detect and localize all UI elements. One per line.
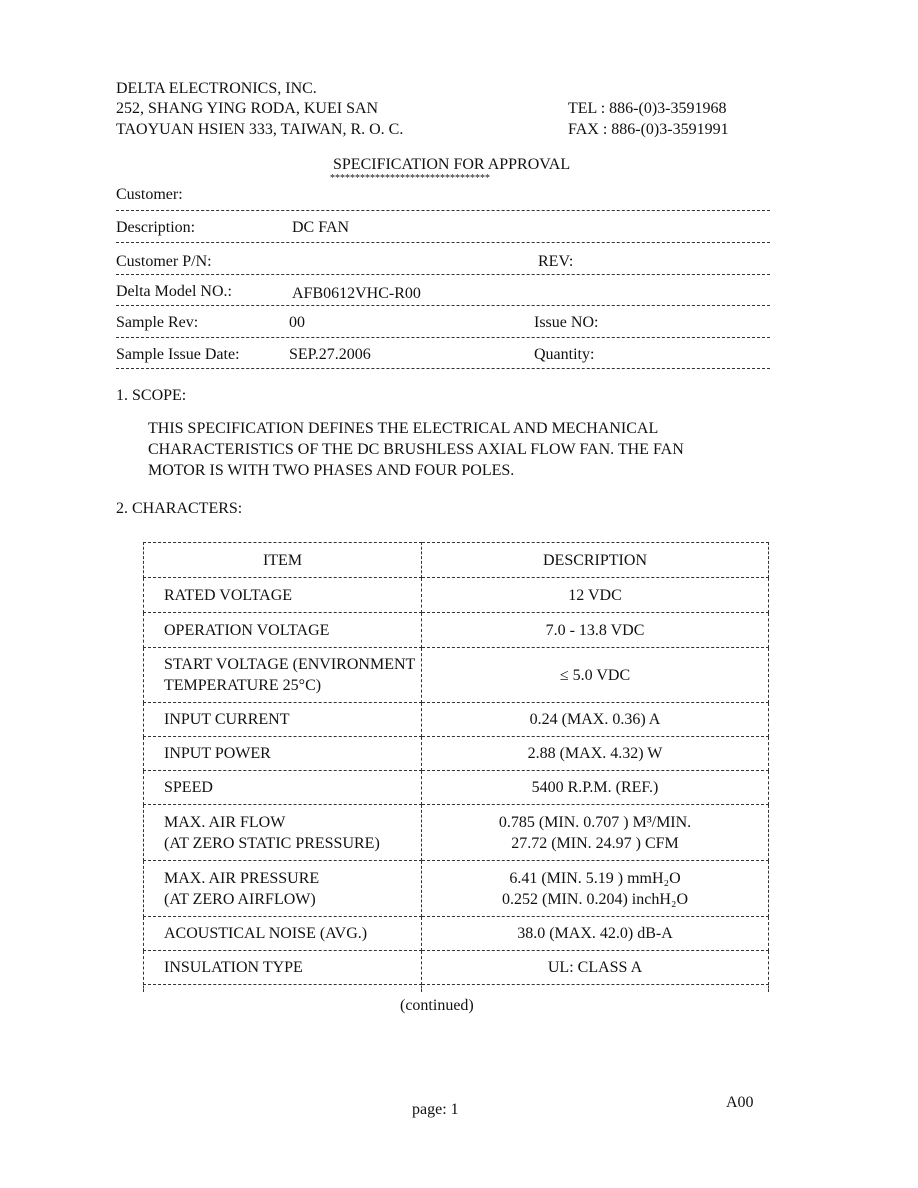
table-row xyxy=(144,737,769,771)
description-text: 0.252 (MIN. 0.204) inchH₂O xyxy=(502,890,688,908)
table-tick xyxy=(421,982,422,992)
description-cell xyxy=(422,951,769,985)
item-cell xyxy=(144,648,422,703)
sample-rev-value: 00 xyxy=(289,314,305,331)
table-row xyxy=(144,805,769,861)
description-text: 2.88 (MAX. 4.32) W xyxy=(527,745,663,762)
item-cell xyxy=(144,771,422,805)
customer-pn-label: Customer P/N: xyxy=(116,253,212,270)
item-text: (AT ZERO AIRFLOW) xyxy=(164,890,316,908)
item-cell xyxy=(144,861,422,917)
description-text: 12 VDC xyxy=(568,586,622,604)
characters-heading: 2. CHARACTERS: xyxy=(116,500,243,517)
description-text: 5400 R.P.M. (REF.) xyxy=(531,779,659,796)
item-cell xyxy=(144,805,422,861)
sample-date-label: Sample Issue Date: xyxy=(116,346,240,363)
page-number: page: 1 xyxy=(412,1101,459,1118)
description-cell xyxy=(422,613,769,648)
quantity-label: Quantity: xyxy=(534,346,595,363)
description-text: ≤ 5.0 VDC xyxy=(559,666,631,684)
item-text: RATED VOLTAGE xyxy=(164,586,293,604)
description-cell xyxy=(422,703,769,737)
item-cell xyxy=(144,703,422,737)
table-row xyxy=(144,771,769,805)
company-name: DELTA ELECTRONICS, INC. xyxy=(116,80,317,97)
item-text: START VOLTAGE (ENVIRONMENT xyxy=(164,656,416,673)
table-row xyxy=(144,917,769,951)
table-row xyxy=(144,703,769,737)
table-row xyxy=(144,613,769,648)
company-address-line1: 252, SHANG YING RODA, KUEI SAN xyxy=(116,100,379,117)
description-cell xyxy=(422,648,769,703)
scope-heading: 1. SCOPE: xyxy=(116,387,187,404)
model-label: Delta Model NO.: xyxy=(116,283,232,300)
field-divider xyxy=(116,337,770,338)
field-divider xyxy=(116,305,770,306)
field-divider xyxy=(116,274,770,275)
table-row xyxy=(144,648,769,703)
item-cell xyxy=(144,613,422,648)
item-cell xyxy=(144,737,422,771)
customer-label: Customer: xyxy=(116,186,183,203)
description-cell xyxy=(422,861,769,917)
item-text: MAX. AIR PRESSURE xyxy=(164,869,320,887)
scope-line: THIS SPECIFICATION DEFINES THE ELECTRICAL AND MECHANICAL xyxy=(148,420,659,437)
scope-line: MOTOR IS WITH TWO PHASES AND FOUR POLES. xyxy=(148,462,515,479)
item-cell xyxy=(144,951,422,985)
document-title: SPECIFICATION FOR APPROVAL xyxy=(333,156,571,173)
issue-no-label: Issue NO: xyxy=(534,314,599,331)
characters-table xyxy=(143,542,769,985)
item-text: INPUT CURRENT xyxy=(164,711,290,728)
table-header-row xyxy=(144,543,769,578)
description-cell xyxy=(422,737,769,771)
item-text: SPEED xyxy=(164,779,213,796)
item-text: OPERATION VOLTAGE xyxy=(164,621,330,639)
description-cell xyxy=(422,771,769,805)
company-address-line2: TAOYUAN HSIEN 333, TAIWAN, R. O. C. xyxy=(116,121,404,138)
item-text: ACOUSTICAL NOISE (AVG.) xyxy=(164,925,368,942)
rev-label: REV: xyxy=(538,253,574,270)
field-divider xyxy=(116,210,770,211)
column-header-description: DESCRIPTION xyxy=(422,543,769,578)
title-underline-stars: ******************************** xyxy=(330,174,490,184)
table-row xyxy=(144,578,769,613)
column-header-item: ITEM xyxy=(144,543,422,578)
table-row xyxy=(144,861,769,917)
description-cell xyxy=(422,917,769,951)
company-tel: TEL : 886-(0)3-3591968 xyxy=(568,100,727,117)
model-value: AFB0612VHC-R00 xyxy=(292,285,421,302)
description-text: 7.0 - 13.8 VDC xyxy=(545,621,645,639)
revision-code: A00 xyxy=(726,1094,754,1111)
table-tick xyxy=(768,982,769,992)
item-text: TEMPERATURE 25°C) xyxy=(164,677,322,694)
table-row xyxy=(144,951,769,985)
sample-rev-label: Sample Rev: xyxy=(116,314,199,331)
description-text: 38.0 (MAX. 42.0) dB-A xyxy=(517,925,673,942)
sample-date-value: SEP.27.2006 xyxy=(289,346,371,363)
company-fax: FAX : 886-(0)3-3591991 xyxy=(568,121,729,138)
description-text: 0.24 (MAX. 0.36) A xyxy=(529,711,661,728)
description-text: 27.72 (MIN. 24.97 ) CFM xyxy=(511,834,679,852)
description-text: 6.41 (MIN. 5.19 ) mmH₂O xyxy=(509,869,681,887)
description-text: 0.785 (MIN. 0.707 ) M³/MIN. xyxy=(498,813,692,831)
item-text: (AT ZERO STATIC PRESSURE) xyxy=(164,834,380,852)
item-text: INSULATION TYPE xyxy=(164,959,303,976)
field-divider xyxy=(116,368,770,369)
scope-line: CHARACTERISTICS OF THE DC BRUSHLESS AXIAL FLOW FAN. THE FAN xyxy=(148,441,684,458)
continued-note: (continued) xyxy=(400,997,474,1014)
item-text: INPUT POWER xyxy=(164,745,271,762)
table-continuation-ticks xyxy=(143,982,769,992)
item-text: MAX. AIR FLOW xyxy=(164,813,286,831)
item-cell xyxy=(144,578,422,613)
description-cell xyxy=(422,578,769,613)
scope-paragraph xyxy=(148,418,748,481)
description-label: Description: xyxy=(116,219,196,236)
table-tick xyxy=(143,982,144,992)
description-value: DC FAN xyxy=(292,219,350,236)
description-text: UL: CLASS A xyxy=(547,959,643,976)
field-divider xyxy=(116,242,770,243)
description-cell xyxy=(422,805,769,861)
item-cell xyxy=(144,917,422,951)
